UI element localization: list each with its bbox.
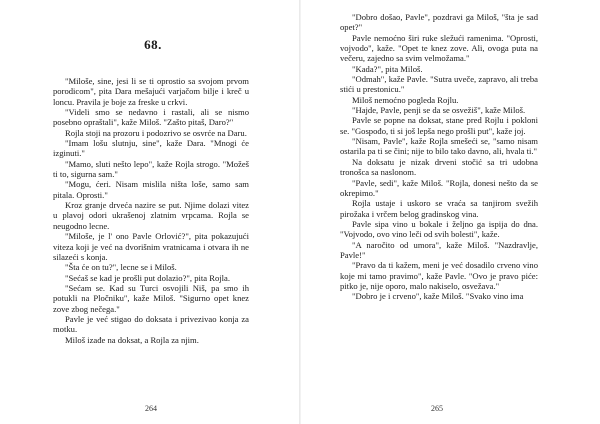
paragraph: "Nisam, Pavle", kaže Rojla smešeći se, "samo nisam ostarila pa ti se čini; nije to bilo tako davno, ali, hvala ti.": [340, 136, 538, 157]
paragraph: "Dobro je i crveno", kaže Miloš. "Svako vino ima: [352, 291, 524, 302]
paragraph: Pavle nemoćno širi ruke sležući ramenima. "Oprosti, vojvodo", kaže. "Opet te knez zove. Ali, ovoga puta na večeru, zajedno sa svim velmožama.": [340, 32, 538, 64]
paragraph: "Mamo, sluti nešto lepo", kaže Rojla strogo. "Možeš ti to, sigurna sam.": [53, 158, 249, 180]
paragraph: Na doksatu je nizak drveni stočić sa tri udobna tronošca sa naslonom.: [340, 156, 538, 178]
paragraph: "Pravo da ti kažem, meni je već dosadilo crveno vino koje mi tamo pravimo", kaže Pavle. "Ovo je pravo piće: pitko je, nije oporo, malo nakiselo, osvežava.": [340, 260, 538, 291]
paragraph: "Mogu, ćeri. Nisam mislila ništa loše, samo sam pitala. Oprosti.": [53, 179, 249, 200]
paragraph: "Miloše, sine, jesi li se ti oprostio sa svojom prvom porodicom", pita Dara mešajući varjačom bilje i kreč u loncu. Pravila je boje za freske u crkvi.: [53, 76, 249, 107]
paragraph: "Miloše, je l' ono Pavle Orlović?", pita pokazujući viteza koji je već na dvorišnim vratnicama i otvara ih ne silazeći s konja.: [53, 231, 249, 262]
paragraph: Pavle je već stigao do doksata i privezivao konja za motku.: [53, 313, 249, 335]
paragraph: "Sećaš se kad je prošli put dolazio?", pita Rojla.: [65, 272, 231, 283]
paragraph: Miloš izađe na doksat, a Rojla za njim.: [65, 334, 199, 345]
paragraph: Pavle sipa vino u bokale i željno ga ispija do dna. "Vojvodo, ovo vino leči od svih bolesti", kaže.: [340, 218, 538, 240]
paragraph: "Kada?", pita Miloš.: [352, 63, 423, 74]
right-page: [300, 0, 600, 424]
paragraph: "Odmah", kaže Pavle. "Sutra uveče, zapravo, ali treba stići u prestonicu.": [340, 74, 538, 95]
paragraph: "Šta će on tu?", lecne se i Miloš.: [65, 262, 177, 273]
paragraph: "Pavle, sedi", kaže Miloš. "Rojla, donesi nešto da se okrepimo.": [340, 177, 538, 198]
paragraph: Kroz granje drveća nazire se put. Njime dolazi vitez u plavoj odori ukrašenoj zlatnim vrpcama. Rojla se neugodno lecne.: [53, 200, 249, 231]
page-number-right: 265: [431, 404, 443, 413]
paragraph: "Dobro došao, Pavle", pozdravi ga Miloš, "šta je sad opet?": [340, 12, 538, 33]
paragraph: Rojla ustaje i uskoro se vraća sa tanjirom svežih pirožaka i vrčem belog gradinskog vina.: [340, 198, 538, 219]
paragraph: Rojla stoji na prozoru i podozrivo se osvrće na Daru.: [65, 127, 247, 138]
paragraph: "Sećam se. Kad su Turci osvojili Niš, pa smo ih potukli na Pločniku", kaže Miloš. "Sigurno opet knez zove zbog nečega.": [53, 282, 249, 314]
paragraph: "Hajde, Pavle, penji se da se osvežiš", kaže Miloš.: [352, 105, 526, 116]
paragraph: "Videli smo se nedavno i rastali, ali se nismo posebno opraštali", kaže Miloš. "Zašto pitaš, Daro?": [53, 107, 249, 128]
paragraph: Pavle se popne na doksat, stane pred Rojlu i pokloni se. "Gospođo, ti si još lepša nego prošli put", kaže joj.: [340, 115, 538, 136]
chapter-title: 68.: [144, 37, 162, 52]
left-page-text: [53, 76, 249, 345]
right-page-text: [340, 12, 538, 302]
paragraph: "A naročito od umora", kaže Miloš. "Nazdravlje, Pavle!": [340, 239, 538, 260]
paragraph: "Imam lošu slutnju, sine", kaže Dara. "Mnogi će izginuti.": [53, 138, 249, 159]
paragraph: Miloš nemoćno pogleda Rojlu.: [352, 94, 459, 105]
page-number-left: 264: [145, 404, 157, 413]
